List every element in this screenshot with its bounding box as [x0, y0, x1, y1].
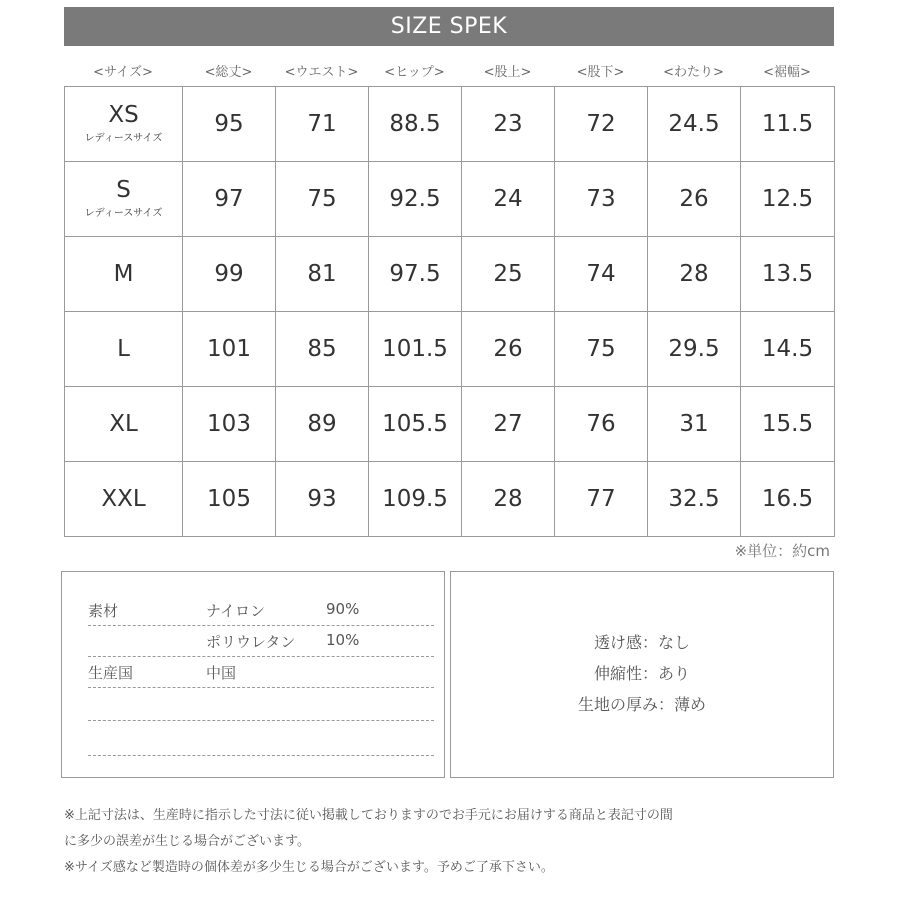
size-row	[65, 87, 835, 162]
measurement-cell: 93	[276, 462, 369, 537]
measurement-cell: 32.5	[648, 462, 741, 537]
measurement-cell: 77	[555, 462, 648, 537]
material-percent: 90%	[326, 600, 360, 618]
measurement-cell: 26	[462, 312, 555, 387]
size-row	[65, 312, 835, 387]
size-row	[65, 387, 835, 462]
column-headers	[64, 62, 834, 84]
measurement-cell: 27	[462, 387, 555, 462]
note-line: に多少の誤差が生じる場合がございます。	[64, 834, 310, 849]
fabric-features-box	[450, 571, 834, 778]
measurement-cell: 103	[183, 387, 276, 462]
origin-value: 中国	[206, 664, 237, 682]
measurement-cell: 105.5	[369, 387, 462, 462]
measurement-cell: 25	[462, 237, 555, 312]
measurement-cell: 81	[276, 237, 369, 312]
measurement-cell: 89	[276, 387, 369, 462]
measurement-cell: 24	[462, 162, 555, 237]
size-cell	[65, 462, 183, 537]
origin-row	[88, 656, 434, 688]
material-name: ナイロン	[206, 602, 265, 620]
measurement-cell: 23	[462, 87, 555, 162]
measurement-cell: 99	[183, 237, 276, 312]
size-label: L	[117, 336, 130, 362]
column-header-rise: <股上>	[483, 65, 532, 80]
material-row-1	[88, 594, 434, 626]
measurement-cell: 12.5	[741, 162, 835, 237]
measurement-cell: 92.5	[369, 162, 462, 237]
origin-label: 生産国	[88, 664, 134, 682]
measurement-cell: 101.5	[369, 312, 462, 387]
measurement-cell: 29.5	[648, 312, 741, 387]
size-row	[65, 162, 835, 237]
material-row-2	[88, 625, 434, 657]
note-line: ※上記寸法は、生産時に指示した寸法に従い掲載しておりますのでお手元にお届けする商品と表記寸の間	[64, 808, 673, 823]
size-cell	[65, 162, 183, 237]
size-cell	[65, 87, 183, 162]
size-row	[65, 462, 835, 537]
size-label: S	[116, 177, 131, 203]
measurement-cell: 11.5	[741, 87, 835, 162]
size-cell	[65, 237, 183, 312]
size-label: XXL	[101, 486, 146, 512]
measurement-cell: 97.5	[369, 237, 462, 312]
measurement-cell: 75	[276, 162, 369, 237]
measurement-cell: 16.5	[741, 462, 835, 537]
measurement-cell: 28	[648, 237, 741, 312]
empty-row	[88, 689, 434, 721]
unit-note: ※単位：約cm	[734, 542, 830, 560]
measurement-cell: 109.5	[369, 462, 462, 537]
size-sublabel: レディースサイズ	[84, 208, 163, 219]
column-header-waist: <ウエスト>	[284, 65, 359, 80]
column-header-hem-width: <裾幅>	[763, 65, 811, 80]
measurement-cell: 73	[555, 162, 648, 237]
measurement-cell: 88.5	[369, 87, 462, 162]
column-header-hip: <ヒップ>	[384, 65, 445, 80]
measurement-cell: 26	[648, 162, 741, 237]
size-spec-title: SIZE SPEK	[64, 7, 834, 46]
measurement-cell: 74	[555, 237, 648, 312]
column-header-inseam: <股下>	[576, 65, 625, 80]
measurement-cell: 13.5	[741, 237, 835, 312]
size-sublabel: レディースサイズ	[84, 133, 163, 144]
feature-list	[451, 627, 833, 720]
measurement-cell: 14.5	[741, 312, 835, 387]
measurement-cell: 105	[183, 462, 276, 537]
size-cell	[65, 312, 183, 387]
feature-thickness: 生地の厚み：薄め	[577, 695, 706, 714]
measurement-cell: 71	[276, 87, 369, 162]
size-table	[64, 86, 835, 537]
size-row	[65, 237, 835, 312]
material-box	[61, 571, 445, 778]
measurement-cell: 95	[183, 87, 276, 162]
measurement-cell: 72	[555, 87, 648, 162]
measurement-cell: 15.5	[741, 387, 835, 462]
column-header-thigh: <わたり>	[663, 65, 724, 80]
feature-transparency: 透け感：なし	[593, 633, 690, 652]
column-header-size: <サイズ>	[93, 65, 153, 80]
material-name: ポリウレタン	[206, 633, 296, 651]
measurement-cell: 101	[183, 312, 276, 387]
measurement-cell: 24.5	[648, 87, 741, 162]
size-label: XS	[108, 102, 139, 128]
measurement-cell: 76	[555, 387, 648, 462]
empty-row	[88, 724, 434, 756]
measurement-cell: 97	[183, 162, 276, 237]
measurement-cell: 85	[276, 312, 369, 387]
material-percent: 10%	[326, 631, 360, 649]
column-header-total-length: <総丈>	[204, 65, 253, 80]
measurement-cell: 28	[462, 462, 555, 537]
material-label: 素材	[88, 602, 119, 620]
size-label: M	[113, 261, 134, 287]
measurement-cell: 31	[648, 387, 741, 462]
measurement-cell: 75	[555, 312, 648, 387]
feature-stretch: 伸縮性：あり	[593, 664, 690, 683]
note-line: ※サイズ感など製造時の個体差が多少生じる場合がございます。予めご了承下さい。	[64, 860, 554, 875]
size-label: XL	[109, 411, 138, 437]
size-cell	[65, 387, 183, 462]
notes	[64, 803, 834, 881]
